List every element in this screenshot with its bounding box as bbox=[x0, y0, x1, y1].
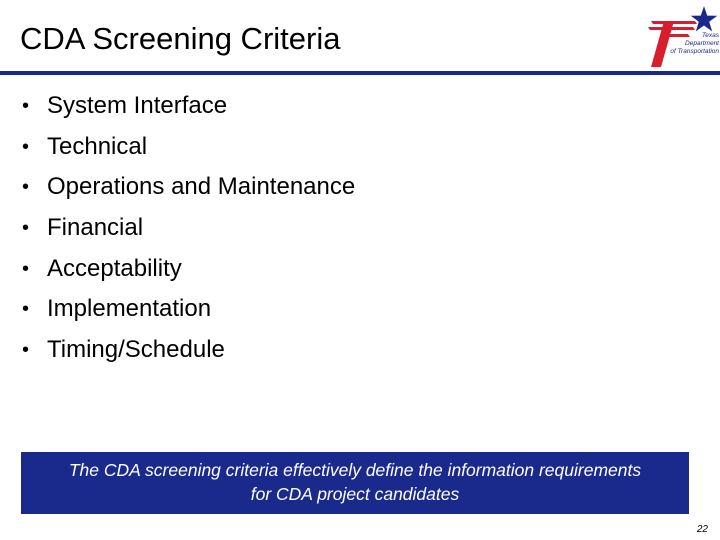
list-item-text: System Interface bbox=[47, 92, 228, 119]
logo-line-transportation: of Transportation bbox=[670, 48, 719, 55]
list-item-text: Implementation bbox=[47, 295, 212, 323]
title-divider bbox=[0, 71, 720, 75]
bullet-icon: • bbox=[22, 298, 30, 321]
slide-title: CDA Screening Criteria bbox=[20, 21, 341, 56]
bullet-icon: • bbox=[22, 135, 30, 158]
list-item-text: Timing/Schedule bbox=[47, 336, 225, 364]
list-item-text: Operations and Maintenance bbox=[47, 173, 356, 201]
bullet-icon: • bbox=[22, 217, 30, 240]
callout-line-2: for CDA project candidates bbox=[250, 484, 460, 504]
bullet-icon: • bbox=[22, 176, 30, 199]
bullet-icon: • bbox=[22, 339, 30, 362]
logo-line-department: Department bbox=[685, 40, 719, 47]
txdot-logo bbox=[645, 5, 720, 69]
page-number: 22 bbox=[696, 524, 708, 535]
bullet-icon: • bbox=[22, 257, 30, 280]
bullet-icon: • bbox=[22, 95, 30, 117]
list-item-text: Financial bbox=[47, 214, 144, 242]
list-item-text: Acceptability bbox=[47, 254, 182, 282]
logo-line-texas: Texas bbox=[701, 32, 719, 39]
callout-line-1: The CDA screening criteria effectively define the information requirements bbox=[68, 460, 642, 480]
list-item-text: Technical bbox=[47, 132, 148, 160]
summary-callout bbox=[21, 452, 689, 514]
